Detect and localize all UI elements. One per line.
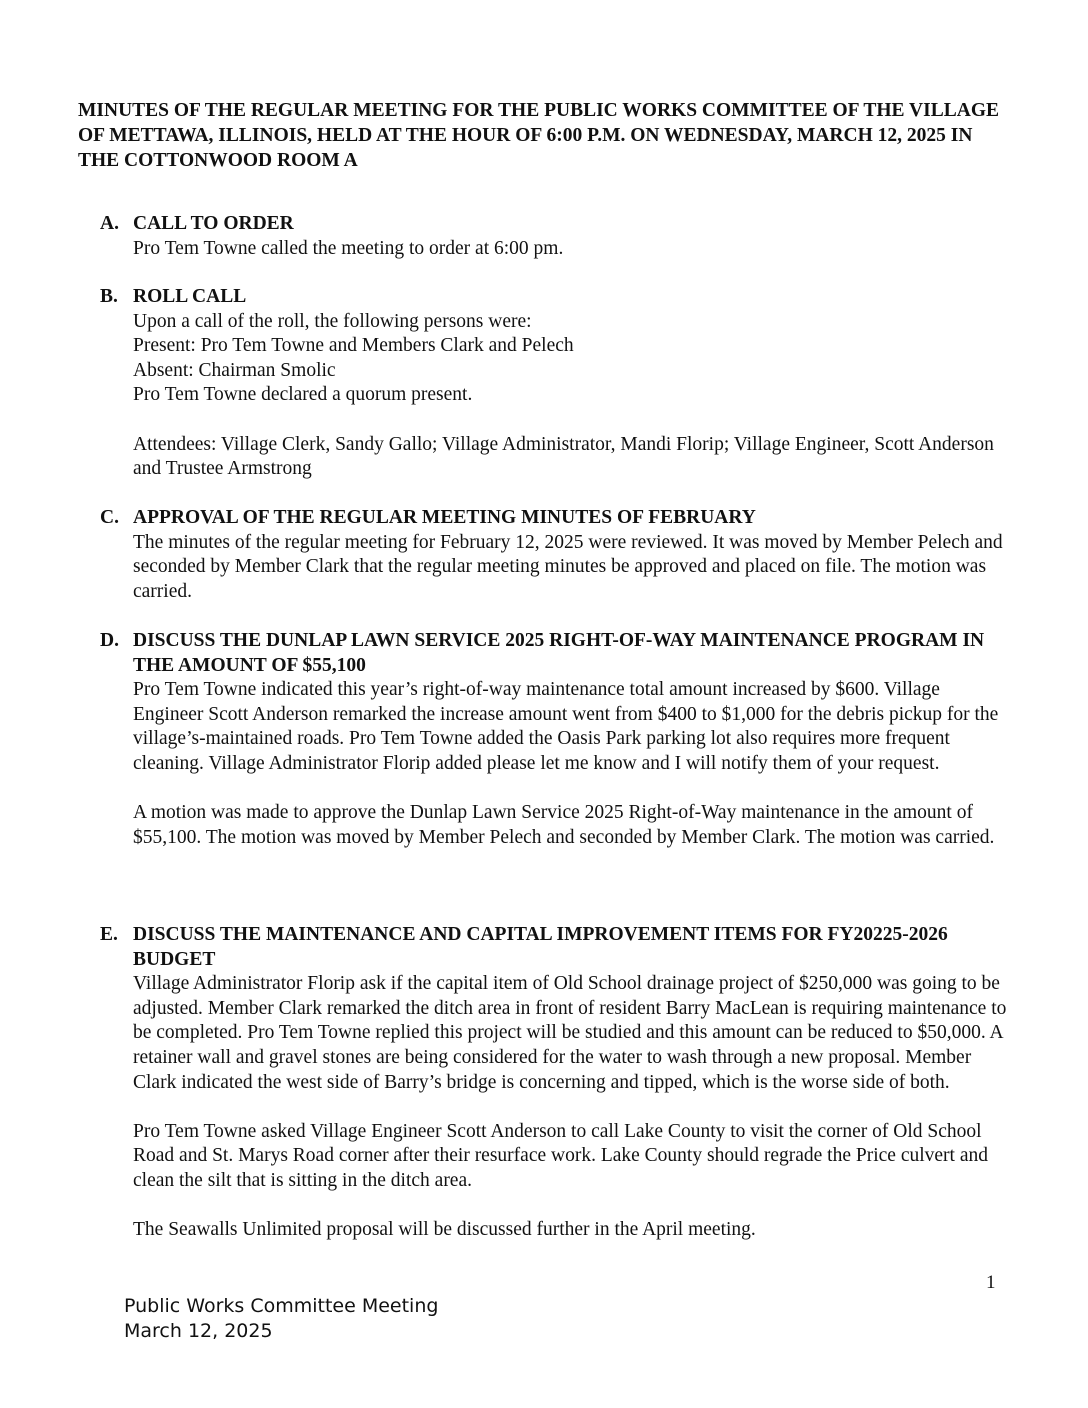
footer-date: March 12, 2025 (124, 1320, 273, 1342)
section-text: Pro Tem Towne called the meeting to order at 6:00 pm. (133, 237, 564, 259)
section-capital-improvement (100, 923, 1010, 1243)
section-text-lake-county: Pro Tem Towne asked Village Engineer Scott Anderson to call Lake County to visit the corner of Old School Road and St. Marys Road corner after their resurface work. Lake County should regrade the Price culvert and clean the silt that is sitting in the ditch area. (133, 1120, 988, 1191)
page-number: 1 (986, 1272, 996, 1293)
section-motion-text: A motion was made to approve the Dunlap Lawn Service 2025 Right-of-Way maintenance in the amount of $55,100. The motion was moved by Member Pelech and seconded by Member Clark. The motion was carried. (133, 802, 995, 848)
document-heading: MINUTES OF THE REGULAR MEETING FOR THE PUBLIC WORKS COMMITTEE OF THE VILLAGE OF METTAWA, ILLINOIS, HELD AT THE HOUR OF 6:00 P.M. ON WEDNESDAY, MARCH 12, 2025 IN THE COTTONWOOD ROOM A (78, 100, 999, 171)
section-title: APPROVAL OF THE REGULAR MEETING MINUTES OF FEBRUARY (133, 507, 756, 528)
section-letter: D. (100, 630, 119, 651)
section-title: CALL TO ORDER (133, 213, 294, 234)
roll-call-present: Present: Pro Tem Towne and Members Clark and Pelech (133, 335, 574, 357)
section-text: Village Administrator Florip ask if the capital item of Old School drainage project of $250,000 was going to be adjusted. Member Clark remarked the ditch area in front of resident Barry MacLean is requiring maintenance to be completed. Pro Tem Towne replied this project will be studied and this amount can be reduced to $50,000. A retainer wall and gravel stones are being considered for the water to wash through a new proposal. Member Clark indicated the west side of Barry’s bridge is concerning and tipped, which is the worse side of both. (133, 973, 1007, 1093)
section-letter: C. (100, 507, 119, 528)
section-letter: E. (100, 924, 118, 945)
section-approval-of-minutes (100, 506, 1010, 604)
footer-title: Public Works Committee Meeting (124, 1295, 439, 1317)
section-text: The minutes of the regular meeting for February 12, 2025 were reviewed. It was moved by Member Pelech and seconded by Member Clark that the regular meeting minutes be approved and placed on file. The motion was carried. (133, 531, 1003, 602)
section-call-to-order (100, 212, 1010, 261)
section-title: ROLL CALL (133, 286, 247, 307)
section-text-seawalls: The Seawalls Unlimited proposal will be discussed further in the April meeting. (133, 1219, 756, 1241)
section-title: DISCUSS THE DUNLAP LAWN SERVICE 2025 RIGHT-OF-WAY MAINTENANCE PROGRAM IN THE AMOUNT OF $55,100 (133, 630, 985, 676)
roll-call-absent: Absent: Chairman Smolic (133, 359, 336, 381)
page-footer (124, 1294, 438, 1344)
section-roll-call (100, 285, 1010, 482)
section-dunlap-lawn-service (100, 629, 1010, 850)
section-text: Pro Tem Towne indicated this year’s right-of-way maintenance total amount increased by $600. Village Engineer Scott Anderson remarked the increase amount went from $400 to $1,000 for the debris pickup for the village’s-maintained roads. Pro Tem Towne added the Oasis Park parking lot also requires more frequent cleaning. Village Administrator Florip added please let me know and I will notify them of your request. (133, 679, 999, 774)
section-letter: B. (100, 286, 118, 307)
roll-call-attendees: Attendees: Village Clerk, Sandy Gallo; Village Administrator, Mandi Florip; Village Engineer, Scott Anderson and Trustee Armstrong (133, 433, 994, 480)
section-title: DISCUSS THE MAINTENANCE AND CAPITAL IMPROVEMENT ITEMS FOR FY20225-2026 BUDGET (133, 924, 948, 970)
section-letter: A. (100, 213, 119, 234)
roll-call-intro: Upon a call of the roll, the following persons were: (133, 310, 532, 332)
roll-call-quorum: Pro Tem Towne declared a quorum present. (133, 384, 473, 406)
